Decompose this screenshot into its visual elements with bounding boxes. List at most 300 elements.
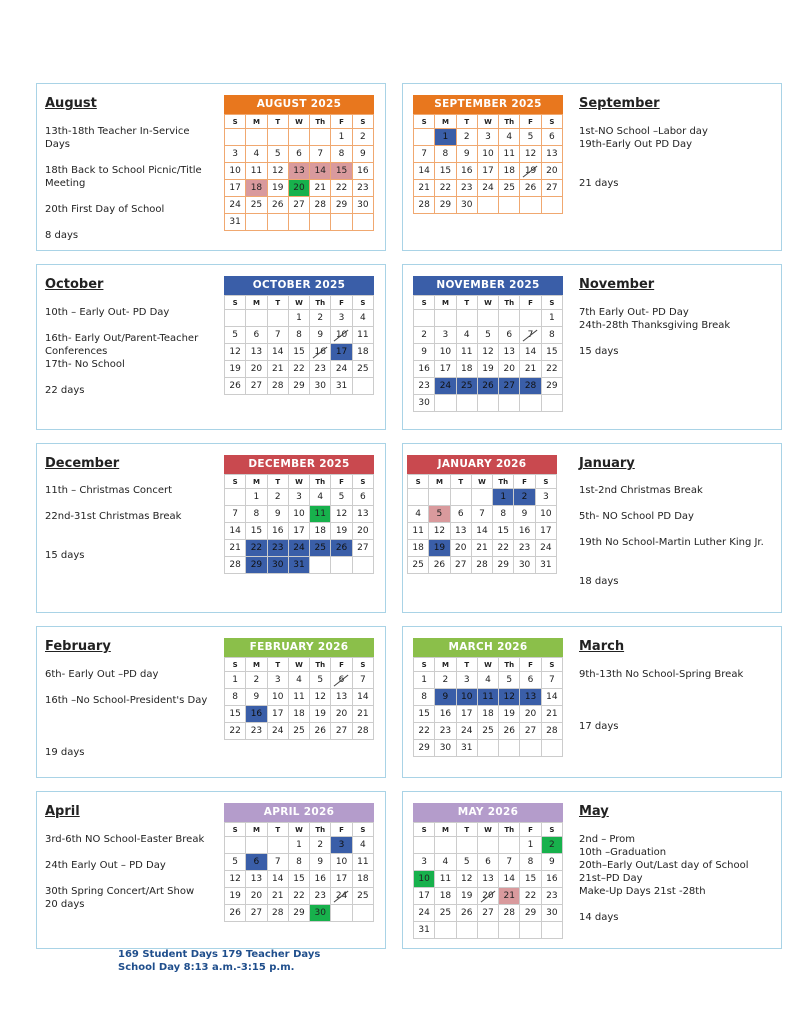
calendar-day: 24 [435, 378, 456, 395]
calendar-day: 5 [225, 327, 246, 344]
calendar-grid [413, 295, 563, 412]
month-panel-may [402, 791, 782, 949]
note-line [579, 151, 775, 164]
calendar-august [224, 95, 374, 231]
note-line [579, 707, 775, 720]
calendar-day: 13 [450, 523, 471, 540]
calendar-day: 8 [331, 146, 352, 163]
calendar-empty-cell [429, 489, 450, 506]
calendar-day: 13 [352, 506, 373, 523]
calendar-day: 15 [288, 871, 309, 888]
calendar-week [225, 672, 374, 689]
calendar-day: 16 [456, 163, 477, 180]
weekday-label: Th [499, 115, 520, 129]
note-line: 20th–Early Out/Last day of School [579, 860, 749, 871]
note-line [579, 562, 779, 575]
month-panel-april [36, 791, 386, 949]
calendar-day: 6 [246, 327, 267, 344]
calendar-day: 14 [471, 523, 492, 540]
calendar-empty-cell [408, 489, 429, 506]
weekday-label: Th [310, 823, 331, 837]
calendar-week [225, 706, 374, 723]
calendar-day: 17 [414, 888, 435, 905]
calendar-day: 5 [477, 327, 498, 344]
calendar-day: 29 [246, 557, 267, 574]
calendar-day: 12 [477, 344, 498, 361]
weekday-label: M [435, 296, 456, 310]
weekday-label: W [288, 658, 309, 672]
calendar-week [225, 557, 374, 574]
calendar-day: 3 [477, 129, 498, 146]
calendar-empty-cell [225, 837, 246, 854]
calendar-day: 9 [246, 689, 267, 706]
weekday-label: S [414, 115, 435, 129]
month-notes [45, 125, 215, 242]
calendar-day: 21 [310, 180, 331, 197]
calendar-day: 29 [414, 740, 435, 757]
note-line: 18th Back to School Picnic/Title Meeting [45, 165, 202, 189]
calendar-day: 23 [541, 888, 562, 905]
calendar-empty-cell [414, 310, 435, 327]
calendar-day: 2 [246, 672, 267, 689]
calendar-empty-cell [414, 837, 435, 854]
calendar-grid [224, 114, 374, 231]
calendar-day: 1 [541, 310, 562, 327]
note-line [579, 549, 779, 562]
note-line [45, 707, 215, 720]
calendar-day: 4 [435, 854, 456, 871]
calendar-day: 1 [493, 489, 514, 506]
calendar-day: 4 [456, 327, 477, 344]
calendar-day: 27 [246, 905, 267, 922]
calendar-day: 30 [456, 197, 477, 214]
weekday-label: F [331, 658, 352, 672]
calendar-day: 19 [520, 163, 541, 180]
calendar-day: 26 [499, 723, 520, 740]
note-line [45, 371, 215, 384]
calendar-empty-cell [288, 129, 309, 146]
calendar-day: 2 [310, 837, 331, 854]
calendar-day: 20 [477, 888, 498, 905]
note-line [579, 523, 779, 536]
calendar-january [407, 455, 557, 574]
calendar-day: 29 [288, 378, 309, 395]
calendar-day: 9 [267, 506, 288, 523]
calendar-week [414, 163, 563, 180]
calendar-day: 4 [499, 129, 520, 146]
calendar-day: 29 [493, 557, 514, 574]
weekday-label: S [414, 823, 435, 837]
calendar-day: 25 [499, 180, 520, 197]
calendar-day: 16 [414, 361, 435, 378]
month-title: December [45, 456, 120, 471]
calendar-day: 17 [435, 361, 456, 378]
calendar-day: 22 [435, 180, 456, 197]
weekday-label: F [331, 115, 352, 129]
calendar-day: 21 [267, 888, 288, 905]
note-line [45, 733, 215, 746]
calendar-day: 26 [456, 905, 477, 922]
calendar-day: 13 [499, 344, 520, 361]
calendar-grid [224, 822, 374, 922]
calendar-day: 2 [541, 837, 562, 854]
calendar-day: 15 [331, 163, 352, 180]
calendar-day: 27 [541, 180, 562, 197]
calendar-day: 22 [288, 888, 309, 905]
calendar-week [414, 197, 563, 214]
weekday-label: S [541, 823, 562, 837]
calendar-grid [224, 657, 374, 740]
note-line: 30th Spring Concert/Art Show [45, 886, 195, 897]
calendar-day: 21 [225, 540, 246, 557]
note-line: 15 days [45, 550, 85, 561]
calendar-day: 25 [288, 723, 309, 740]
note-line: 21st–PD Day [579, 873, 643, 884]
calendar-day: 19 [456, 888, 477, 905]
calendar-day: 1 [225, 672, 246, 689]
note-line: 22nd-31st Christmas Break [45, 511, 182, 522]
calendar-day: 10 [477, 146, 498, 163]
calendar-week [414, 344, 563, 361]
calendar-week [414, 395, 563, 412]
calendar-day: 29 [520, 905, 541, 922]
calendar-october [224, 276, 374, 395]
calendar-day: 17 [331, 871, 352, 888]
calendar-day: 27 [246, 378, 267, 395]
calendar-day: 8 [288, 327, 309, 344]
weekday-label: T [267, 658, 288, 672]
note-line: 24th Early Out – PD Day [45, 860, 166, 871]
calendar-day: 11 [435, 871, 456, 888]
calendar-day: 15 [520, 871, 541, 888]
calendar-day: 2 [414, 327, 435, 344]
calendar-week [414, 905, 563, 922]
calendar-day: 10 [267, 689, 288, 706]
calendar-day: 6 [520, 672, 541, 689]
calendar-day: 10 [225, 163, 246, 180]
calendar-day: 30 [541, 905, 562, 922]
weekday-label: S [352, 115, 373, 129]
calendar-day: 11 [456, 344, 477, 361]
calendar-day: 14 [414, 163, 435, 180]
calendar-empty-cell [352, 557, 373, 574]
calendar-day: 24 [288, 540, 309, 557]
calendar-day: 28 [499, 905, 520, 922]
weekday-label: M [246, 115, 267, 129]
calendar-day: 18 [456, 361, 477, 378]
weekday-label: M [246, 296, 267, 310]
note-line: 13th-18th Teacher In-Service Days [45, 126, 190, 150]
calendar-empty-cell [541, 922, 562, 939]
weekday-label: W [288, 296, 309, 310]
calendar-day: 26 [429, 557, 450, 574]
calendar-day: 30 [267, 557, 288, 574]
note-line [45, 319, 215, 332]
note-line: 8 days [45, 230, 79, 241]
calendar-day: 15 [288, 344, 309, 361]
calendar-day: 25 [246, 197, 267, 214]
month-title: April [45, 804, 80, 819]
calendar-day: 24 [456, 723, 477, 740]
calendar-day: 9 [514, 506, 535, 523]
weekday-label: T [267, 475, 288, 489]
month-notes [45, 306, 215, 397]
calendar-day: 27 [450, 557, 471, 574]
calendar-day: 10 [414, 871, 435, 888]
calendar-day: 11 [288, 689, 309, 706]
calendar-day: 7 [414, 146, 435, 163]
calendar-empty-cell [435, 922, 456, 939]
calendar-week [225, 327, 374, 344]
note-line [45, 190, 215, 203]
note-line: 16th –No School-President's Day [45, 695, 208, 706]
calendar-empty-cell [435, 837, 456, 854]
calendar-day: 29 [288, 905, 309, 922]
calendar-grid [413, 822, 563, 939]
calendar-day: 27 [331, 723, 352, 740]
calendar-day: 24 [535, 540, 556, 557]
calendar-day: 2 [456, 129, 477, 146]
calendar-day: 13 [246, 344, 267, 361]
note-line [45, 872, 215, 885]
note-line [579, 694, 775, 707]
note-line: 17th- No School [45, 359, 125, 370]
calendar-day: 13 [246, 871, 267, 888]
calendar-header: OCTOBER 2025 [224, 276, 374, 295]
calendar-empty-cell [267, 214, 288, 231]
weekday-label: W [477, 296, 498, 310]
calendar-day: 4 [352, 310, 373, 327]
calendar-week [414, 740, 563, 757]
calendar-day: 3 [267, 672, 288, 689]
calendar-grid [224, 295, 374, 395]
weekday-label: S [408, 475, 429, 489]
calendar-day: 15 [225, 706, 246, 723]
weekday-label: M [246, 658, 267, 672]
note-line [45, 497, 215, 510]
calendar-week [414, 689, 563, 706]
calendar-day: 19 [310, 706, 331, 723]
month-panel-january [402, 443, 782, 613]
calendar-day: 27 [499, 378, 520, 395]
calendar-day: 29 [541, 378, 562, 395]
calendar-day: 23 [310, 361, 331, 378]
calendar-empty-cell [520, 197, 541, 214]
note-line: 21 days [579, 178, 619, 189]
calendar-day: 6 [477, 854, 498, 871]
calendar-day: 24 [225, 197, 246, 214]
calendar-day: 29 [435, 197, 456, 214]
weekday-label: W [288, 115, 309, 129]
calendar-week [225, 854, 374, 871]
calendar-week [225, 871, 374, 888]
calendar-empty-cell [456, 837, 477, 854]
calendar-week [225, 129, 374, 146]
calendar-week [414, 310, 563, 327]
calendar-day: 27 [352, 540, 373, 557]
calendar-empty-cell [288, 214, 309, 231]
calendar-day: 17 [477, 163, 498, 180]
calendar-empty-cell [477, 395, 498, 412]
calendar-day: 22 [288, 361, 309, 378]
calendar-day: 28 [414, 197, 435, 214]
calendar-day: 24 [267, 723, 288, 740]
calendar-day: 8 [520, 854, 541, 871]
calendar-day: 12 [225, 871, 246, 888]
calendar-header: SEPTEMBER 2025 [413, 95, 563, 114]
calendar-day: 18 [352, 344, 373, 361]
calendar-day: 7 [225, 506, 246, 523]
calendar-empty-cell [520, 922, 541, 939]
calendar-day: 5 [456, 854, 477, 871]
calendar-day: 4 [310, 489, 331, 506]
calendar-day: 28 [267, 905, 288, 922]
calendar-empty-cell [225, 310, 246, 327]
calendar-day: 24 [331, 888, 352, 905]
weekday-label: M [429, 475, 450, 489]
weekday-label: M [246, 475, 267, 489]
calendar-day: 7 [541, 672, 562, 689]
weekday-label: Th [499, 658, 520, 672]
month-notes [579, 833, 775, 924]
note-line [579, 681, 775, 694]
calendar-week [225, 523, 374, 540]
calendar-empty-cell [331, 557, 352, 574]
calendar-week [225, 540, 374, 557]
calendar-day: 5 [225, 854, 246, 871]
calendar-day: 5 [267, 146, 288, 163]
weekday-label: W [477, 823, 498, 837]
calendar-day: 13 [541, 146, 562, 163]
calendar-day: 22 [225, 723, 246, 740]
calendar-week [414, 706, 563, 723]
calendar-week [225, 310, 374, 327]
weekday-label: S [225, 475, 246, 489]
calendar-week [408, 506, 557, 523]
calendar-day: 17 [225, 180, 246, 197]
calendar-day: 12 [429, 523, 450, 540]
calendar-day: 30 [310, 905, 331, 922]
calendar-day: 5 [331, 489, 352, 506]
calendar-day: 20 [520, 706, 541, 723]
calendar-day: 6 [331, 672, 352, 689]
weekday-label: Th [310, 115, 331, 129]
calendar-day: 23 [246, 723, 267, 740]
calendar-day: 13 [477, 871, 498, 888]
calendar-empty-cell [499, 837, 520, 854]
calendar-day: 14 [541, 689, 562, 706]
calendar-day: 19 [331, 523, 352, 540]
calendar-day: 6 [246, 854, 267, 871]
calendar-day: 14 [225, 523, 246, 540]
calendar-header: FEBRUARY 2026 [224, 638, 374, 657]
calendar-week [414, 672, 563, 689]
month-title: February [45, 639, 111, 654]
calendar-november [413, 276, 563, 412]
calendar-day: 17 [535, 523, 556, 540]
calendar-week [225, 689, 374, 706]
note-line [45, 536, 215, 549]
note-line: 10th – Early Out- PD Day [45, 307, 170, 318]
calendar-day: 4 [408, 506, 429, 523]
note-line: 6th- Early Out –PD day [45, 669, 159, 680]
month-panel-august [36, 83, 386, 251]
month-notes [579, 306, 775, 358]
weekday-label: T [456, 658, 477, 672]
weekday-label: S [352, 296, 373, 310]
calendar-day: 27 [288, 197, 309, 214]
calendar-day: 23 [352, 180, 373, 197]
calendar-day: 3 [435, 327, 456, 344]
weekday-label: S [352, 823, 373, 837]
calendar-day: 16 [310, 871, 331, 888]
calendar-day: 25 [456, 378, 477, 395]
calendar-day: 31 [225, 214, 246, 231]
month-panel-november [402, 264, 782, 430]
weekday-label: S [541, 115, 562, 129]
weekday-label: S [352, 475, 373, 489]
weekday-label: F [331, 296, 352, 310]
note-line: 16th- Early Out/Parent-Teacher Conferences [45, 333, 199, 357]
month-title: May [579, 804, 609, 819]
calendar-week [225, 905, 374, 922]
calendar-empty-cell [541, 740, 562, 757]
calendar-day: 28 [310, 197, 331, 214]
note-line [45, 720, 215, 733]
calendar-day: 12 [310, 689, 331, 706]
weekday-label: T [267, 115, 288, 129]
calendar-day: 30 [414, 395, 435, 412]
calendar-week [414, 361, 563, 378]
calendar-day: 21 [414, 180, 435, 197]
calendar-day: 26 [310, 723, 331, 740]
calendar-empty-cell [225, 129, 246, 146]
note-line: 20th First Day of School [45, 204, 165, 215]
calendar-day: 26 [225, 905, 246, 922]
note-line [45, 681, 215, 694]
calendar-week [225, 489, 374, 506]
calendar-day: 3 [288, 489, 309, 506]
calendar-day: 16 [352, 163, 373, 180]
calendar-day: 22 [520, 888, 541, 905]
calendar-day: 7 [310, 146, 331, 163]
calendar-week [225, 723, 374, 740]
calendar-day: 26 [331, 540, 352, 557]
calendar-day: 6 [541, 129, 562, 146]
calendar-day: 10 [288, 506, 309, 523]
calendar-grid [407, 474, 557, 574]
month-title: October [45, 277, 104, 292]
calendar-day: 30 [435, 740, 456, 757]
note-line: 19th No School-Martin Luther King Jr. [579, 537, 764, 548]
calendar-day: 23 [435, 723, 456, 740]
calendar-header: APRIL 2026 [224, 803, 374, 822]
calendar-day: 15 [414, 706, 435, 723]
calendar-empty-cell [499, 395, 520, 412]
calendar-empty-cell [246, 214, 267, 231]
calendar-footer [118, 948, 320, 974]
weekday-label: T [456, 823, 477, 837]
calendar-week [414, 871, 563, 888]
calendar-day: 6 [499, 327, 520, 344]
calendar-empty-cell [499, 310, 520, 327]
calendar-day: 7 [471, 506, 492, 523]
calendar-day: 20 [352, 523, 373, 540]
calendar-day: 3 [456, 672, 477, 689]
calendar-day: 14 [520, 344, 541, 361]
calendar-day: 30 [352, 197, 373, 214]
calendar-day: 20 [246, 361, 267, 378]
